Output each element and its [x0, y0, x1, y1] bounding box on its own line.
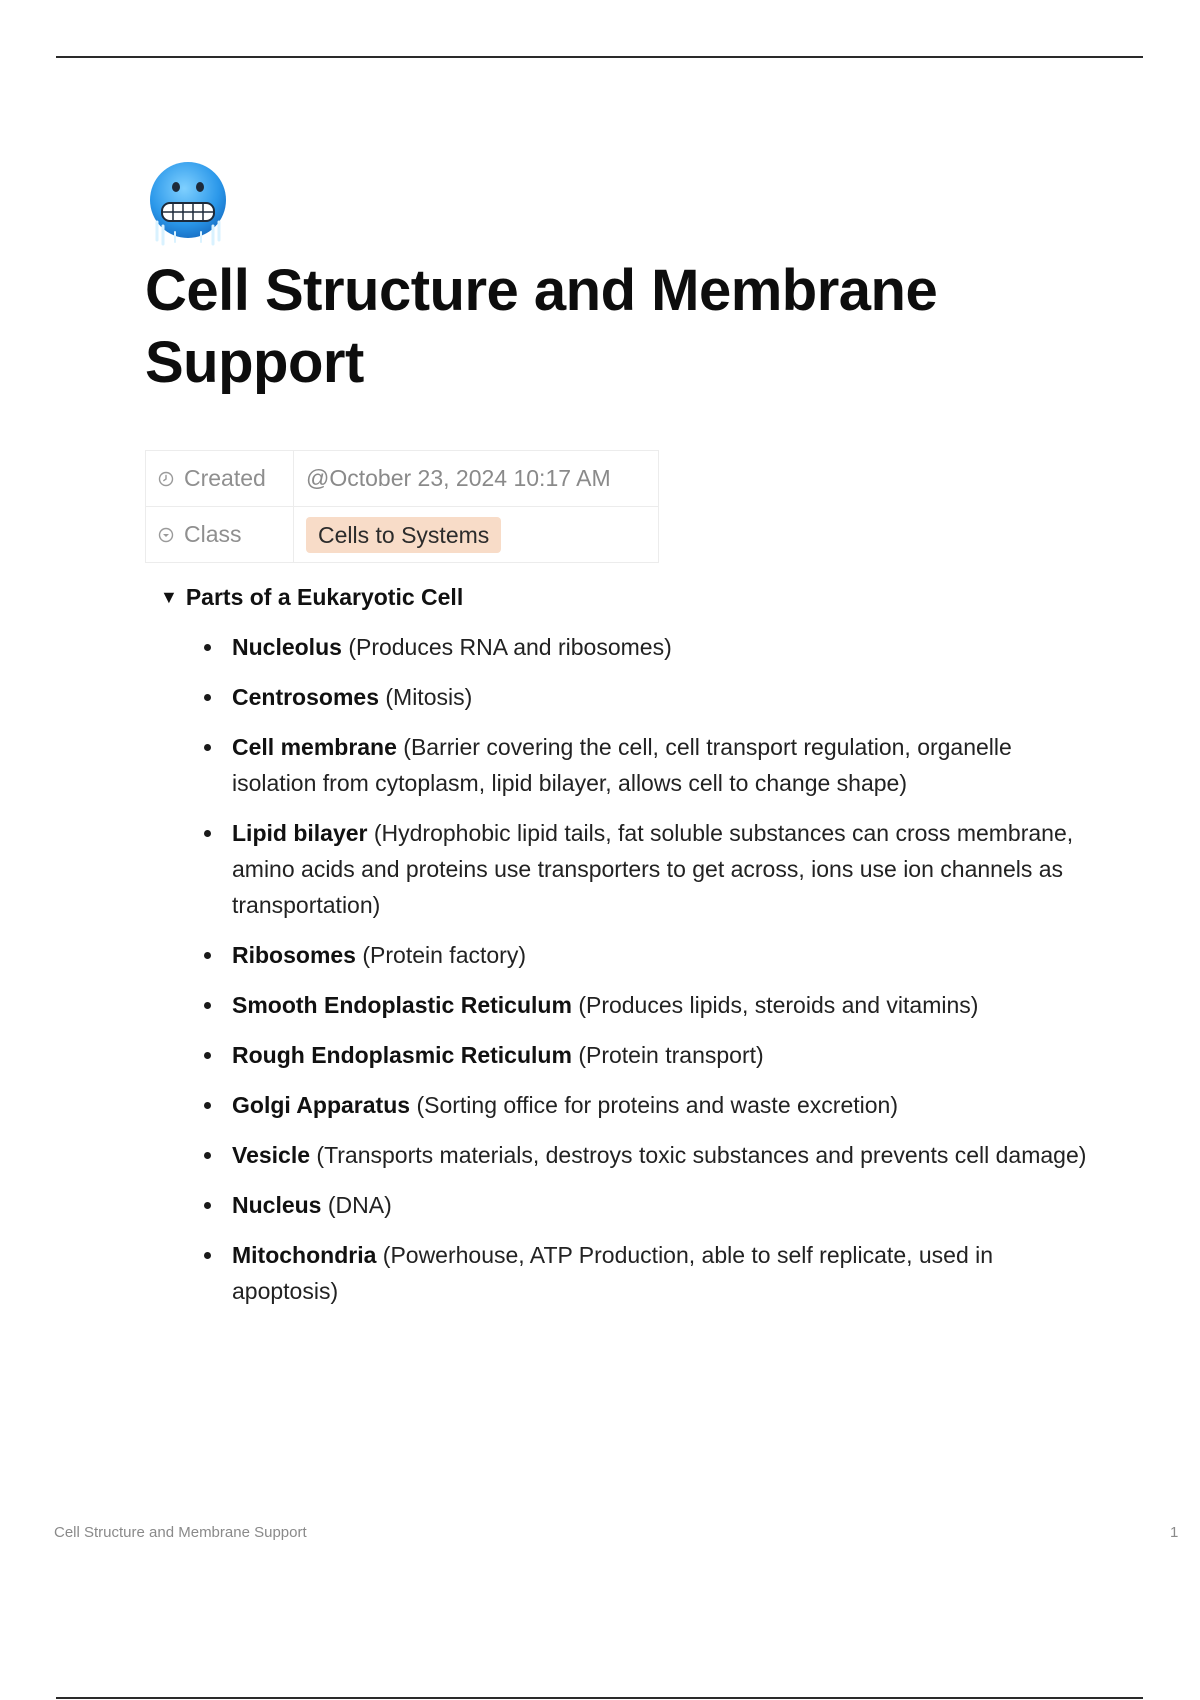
- bullet-icon: [204, 1002, 211, 1009]
- list-item-desc: (Protein factory): [362, 942, 526, 968]
- list-item: [196, 1187, 1096, 1223]
- properties-table: [145, 450, 659, 563]
- list-item-desc: (Sorting office for proteins and waste excretion): [416, 1092, 898, 1118]
- property-key-created[interactable]: [146, 451, 294, 507]
- list-item-desc: (Protein transport): [578, 1042, 764, 1068]
- organelle-list: [196, 629, 1096, 1323]
- list-item-desc: (DNA): [327, 1192, 392, 1218]
- list-item: [196, 679, 1096, 715]
- bullet-icon: [204, 1252, 211, 1259]
- list-item: [196, 937, 1096, 973]
- bullet-icon: [204, 1202, 211, 1209]
- toggle-heading-label: Parts of a Eukaryotic Cell: [185, 584, 464, 610]
- bullet-icon: [204, 644, 211, 651]
- property-label-created: Created: [184, 465, 266, 491]
- list-item-term: Nucleus: [232, 1192, 322, 1218]
- list-item: [196, 815, 1096, 923]
- property-value-class[interactable]: [294, 507, 659, 563]
- property-label-class: Class: [184, 521, 242, 547]
- list-item-term: Mitochondria: [232, 1242, 377, 1268]
- property-row-created: [146, 451, 659, 507]
- page-title: Cell Structure and Membrane Support: [145, 258, 938, 395]
- property-key-class[interactable]: [146, 507, 294, 563]
- list-item-term: Rough Endoplasmic Reticulum: [232, 1042, 572, 1068]
- list-item-term: Smooth Endoplastic Reticulum: [232, 992, 572, 1018]
- list-item-desc: (Mitosis): [385, 684, 473, 710]
- list-item: [196, 1087, 1096, 1123]
- property-row-class: [146, 507, 659, 563]
- toggle-heading[interactable]: [160, 584, 463, 611]
- bullet-icon: [204, 694, 211, 701]
- bullet-icon: [204, 830, 211, 837]
- list-item: [196, 629, 1096, 665]
- list-item-term: Cell membrane: [232, 734, 397, 760]
- list-item-term: Nucleolus: [232, 634, 342, 660]
- select-icon: [158, 527, 174, 543]
- bullet-icon: [204, 952, 211, 959]
- list-item: [196, 1037, 1096, 1073]
- bullet-icon: [204, 1102, 211, 1109]
- footer-title: Cell Structure and Membrane Support: [54, 1524, 307, 1541]
- footer-page-number: 1: [1170, 1524, 1179, 1541]
- bullet-icon: [204, 1152, 211, 1159]
- list-item-term: Lipid bilayer: [232, 820, 368, 846]
- class-tag[interactable]: Cells to Systems: [306, 517, 501, 553]
- list-item: [196, 729, 1096, 801]
- freezing-face-emoji-icon: [145, 160, 231, 246]
- bottom-rule: [56, 1697, 1143, 1699]
- list-item-desc: (Produces RNA and ribosomes): [348, 634, 672, 660]
- list-item-desc: (Powerhouse, ATP Production, able to self replicate, used in apoptosis): [232, 1242, 994, 1304]
- top-rule: [56, 56, 1143, 58]
- list-item: [196, 1237, 1096, 1309]
- list-item: [196, 987, 1096, 1023]
- list-item-term: Ribosomes: [232, 942, 356, 968]
- list-item-term: Vesicle: [232, 1142, 311, 1168]
- clock-icon: [158, 471, 174, 487]
- list-item-desc: (Hydrophobic lipid tails, fat soluble substances can cross membrane, amino acids and proteins use transporters to get across, ions use ion channels as transportation): [232, 820, 1074, 918]
- triangle-down-icon[interactable]: ▼: [160, 587, 178, 607]
- list-item-term: Golgi Apparatus: [232, 1092, 411, 1118]
- list-item: [196, 1137, 1096, 1173]
- bullet-icon: [204, 1052, 211, 1059]
- list-item-desc: (Transports materials, destroys toxic substances and prevents cell damage): [316, 1142, 1087, 1168]
- property-value-created[interactable]: @October 23, 2024 10:17 AM: [294, 451, 659, 507]
- list-item-term: Centrosomes: [232, 684, 379, 710]
- list-item-desc: (Produces lipids, steroids and vitamins): [578, 992, 979, 1018]
- list-item-desc: (Barrier covering the cell, cell transport regulation, organelle isolation from cytoplasm, lipid bilayer, allows cell to change shape): [232, 734, 1012, 796]
- bullet-icon: [204, 744, 211, 751]
